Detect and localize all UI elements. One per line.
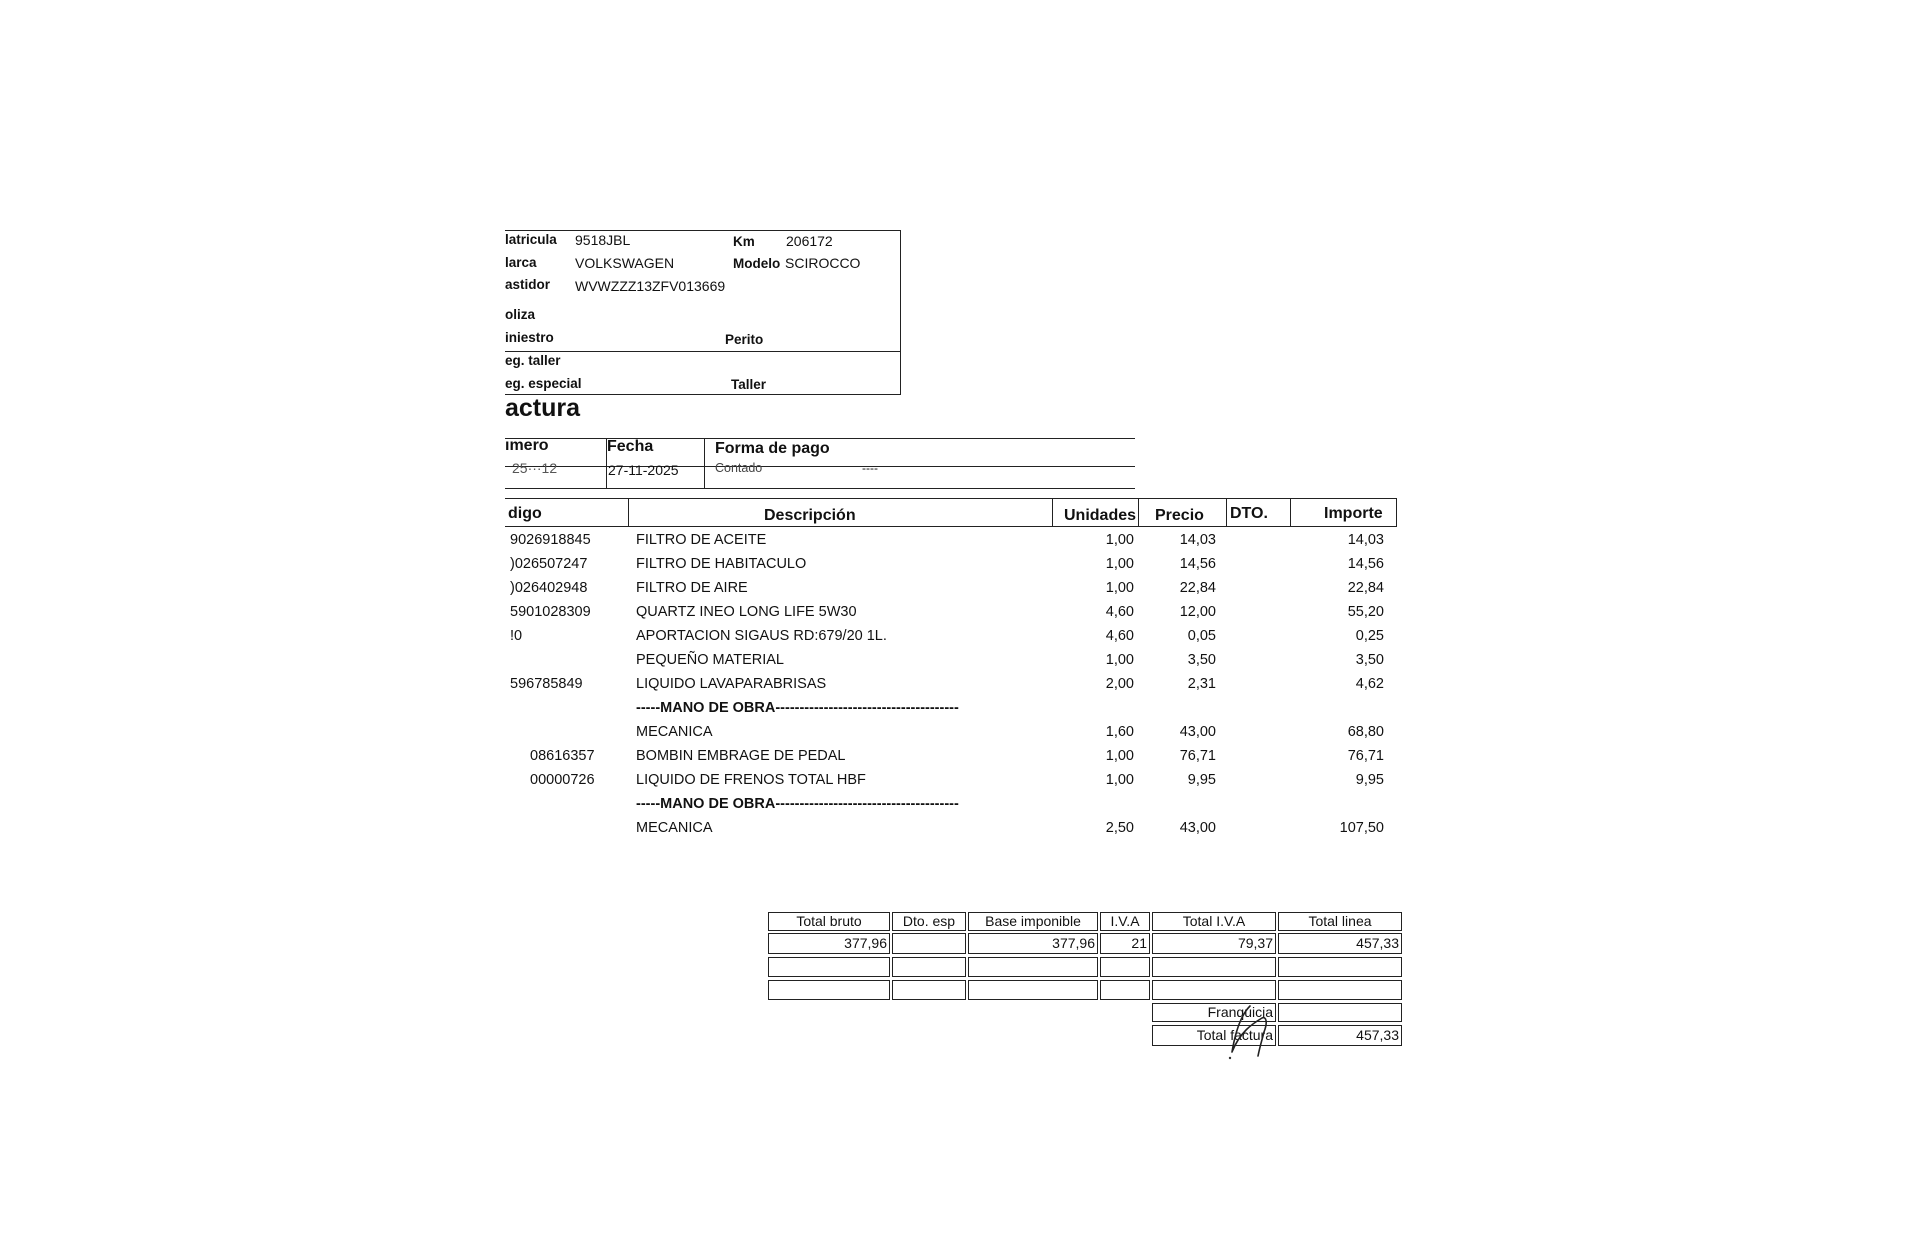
table-row bbox=[0, 748, 1920, 772]
item-description: PEQUEÑO MATERIAL bbox=[636, 652, 784, 668]
totals-header-special-discount: Dto. esp bbox=[892, 912, 966, 931]
item-amount: 9,95 bbox=[1355, 772, 1384, 788]
totals-header-gross: Total bruto bbox=[768, 912, 890, 931]
payment-method-value: Contado bbox=[715, 461, 763, 475]
col-header-amount: Importe bbox=[1324, 505, 1383, 522]
items-col-divider-6 bbox=[1396, 498, 1397, 526]
totals-empty-cell bbox=[1152, 980, 1276, 1000]
invoice-total-value: 457,33 bbox=[1278, 1025, 1402, 1046]
item-amount: 3,50 bbox=[1355, 652, 1384, 668]
item-price: 3,50 bbox=[1187, 652, 1216, 668]
item-code: !0 bbox=[510, 628, 523, 644]
item-price: 14,03 bbox=[1179, 532, 1216, 548]
item-description: FILTRO DE HABITACULO bbox=[636, 556, 807, 572]
table-row bbox=[0, 676, 1920, 700]
item-amount: 55,20 bbox=[1347, 604, 1384, 620]
invoice-number-label: ımero bbox=[505, 437, 549, 454]
col-header-discount: DTO. bbox=[1230, 505, 1268, 522]
info-top-line bbox=[505, 438, 1135, 439]
item-description: FILTRO DE AIRE bbox=[636, 580, 748, 596]
km-label: Km bbox=[733, 234, 755, 249]
vat-total-value: 79,37 bbox=[1152, 933, 1276, 954]
item-price: 14,56 bbox=[1179, 556, 1216, 572]
plate-value: 9518JBL bbox=[575, 232, 631, 248]
item-units: 1,00 bbox=[1105, 772, 1134, 788]
chassis-label: astidor bbox=[505, 277, 551, 292]
km-value: 206172 bbox=[786, 233, 833, 249]
totals-empty-cell bbox=[892, 957, 966, 977]
invoice-total-label: Total factura bbox=[1152, 1025, 1276, 1046]
item-price: 0,05 bbox=[1187, 628, 1216, 644]
item-amount: 4,62 bbox=[1355, 676, 1384, 692]
col-header-price: Precio bbox=[1155, 507, 1204, 524]
table-row bbox=[0, 604, 1920, 628]
table-row bbox=[0, 580, 1920, 604]
payment-method-label: Forma de pago bbox=[715, 440, 830, 457]
payment-extra: ---- bbox=[862, 461, 878, 475]
totals-empty-cell bbox=[968, 980, 1098, 1000]
col-header-description: Descripción bbox=[764, 507, 856, 524]
expert-label: Perito bbox=[725, 332, 764, 347]
item-units: 4,60 bbox=[1105, 604, 1134, 620]
item-amount: 76,71 bbox=[1347, 748, 1384, 764]
item-description: MECANICA bbox=[636, 820, 713, 836]
item-price: 2,31 bbox=[1187, 676, 1216, 692]
totals-header-line-total: Total linea bbox=[1278, 912, 1402, 931]
items-col-divider-3 bbox=[1138, 498, 1139, 526]
item-code: 08616357 bbox=[530, 748, 595, 764]
item-amount: 14,03 bbox=[1347, 532, 1384, 548]
item-amount: 107,50 bbox=[1339, 820, 1384, 836]
totals-empty-cell bbox=[1100, 980, 1150, 1000]
total-gross-value: 377,96 bbox=[768, 933, 890, 954]
item-description: LIQUIDO DE FRENOS TOTAL HBF bbox=[636, 772, 866, 788]
item-description: FILTRO DE ACEITE bbox=[636, 532, 767, 548]
totals-empty-cell bbox=[1152, 957, 1276, 977]
totals-header-vat-rate: I.V.A bbox=[1100, 912, 1150, 931]
totals-header-vat-total: Total I.V.A bbox=[1152, 912, 1276, 931]
totals-empty-cell bbox=[1278, 957, 1402, 977]
info-divider-2 bbox=[704, 438, 705, 488]
table-row bbox=[0, 556, 1920, 580]
tax-base-value: 377,96 bbox=[968, 933, 1098, 954]
workshop-reg-label: eg. taller bbox=[505, 353, 561, 368]
invoice-title: actura bbox=[505, 394, 581, 422]
invoice-number-value: 25···12 bbox=[512, 460, 558, 476]
info-mid-line bbox=[505, 466, 1135, 467]
special-reg-label: eg. especial bbox=[505, 376, 582, 391]
table-row bbox=[0, 532, 1920, 556]
signature-mark bbox=[1222, 1002, 1282, 1062]
vat-rate-value: 21 bbox=[1100, 933, 1150, 954]
item-code: )026507247 bbox=[510, 556, 588, 572]
totals-header-tax-base: Base imponible bbox=[968, 912, 1098, 931]
item-units: 1,60 bbox=[1105, 724, 1134, 740]
line-total-value: 457,33 bbox=[1278, 933, 1402, 954]
col-header-code: digo bbox=[508, 505, 542, 522]
item-units: 1,00 bbox=[1105, 748, 1134, 764]
items-col-divider-2 bbox=[1052, 498, 1053, 526]
brand-label: larca bbox=[505, 255, 537, 270]
model-label: Modelo bbox=[733, 256, 781, 271]
model-value: SCIROCCO bbox=[785, 255, 861, 271]
totals-empty-cell bbox=[1278, 980, 1402, 1000]
item-units: 2,00 bbox=[1105, 676, 1134, 692]
item-code: 00000726 bbox=[530, 772, 595, 788]
item-code: 5901028309 bbox=[510, 604, 591, 620]
special-discount-value bbox=[892, 933, 966, 954]
item-price: 12,00 bbox=[1179, 604, 1216, 620]
item-price: 9,95 bbox=[1187, 772, 1216, 788]
item-amount: 0,25 bbox=[1355, 628, 1384, 644]
items-header-bottom-line bbox=[505, 526, 1397, 527]
item-code: )026402948 bbox=[510, 580, 588, 596]
workshop-label: Taller bbox=[731, 377, 767, 392]
table-row bbox=[0, 724, 1920, 748]
item-amount: 68,80 bbox=[1347, 724, 1384, 740]
item-code: 9026918845 bbox=[510, 532, 591, 548]
col-header-units: Unidades bbox=[1064, 507, 1137, 524]
item-description: LIQUIDO LAVAPARABRISAS bbox=[636, 676, 827, 692]
policy-label: oliza bbox=[505, 307, 536, 322]
franchise-value bbox=[1278, 1003, 1402, 1022]
item-units: 1,00 bbox=[1105, 556, 1134, 572]
item-description: BOMBIN EMBRAGE DE PEDAL bbox=[636, 748, 846, 764]
totals-empty-cell bbox=[968, 957, 1098, 977]
totals-empty-cell bbox=[892, 980, 966, 1000]
item-description: QUARTZ INEO LONG LIFE 5W30 bbox=[636, 604, 857, 620]
item-units: 1,00 bbox=[1105, 580, 1134, 596]
totals-empty-cell bbox=[1100, 957, 1150, 977]
items-col-divider-1 bbox=[628, 498, 629, 526]
table-row bbox=[0, 796, 1920, 820]
item-price: 76,71 bbox=[1179, 748, 1216, 764]
chassis-value: WVWZZZ13ZFV013669 bbox=[575, 278, 726, 294]
item-price: 43,00 bbox=[1179, 724, 1216, 740]
items-header-top-line bbox=[505, 498, 1397, 499]
item-price: 43,00 bbox=[1179, 820, 1216, 836]
table-row bbox=[0, 700, 1920, 724]
item-description: -----MANO DE OBRA-------------------------------------- bbox=[636, 796, 959, 812]
invoice-date-label: Fecha bbox=[607, 438, 654, 455]
item-units: 1,00 bbox=[1105, 652, 1134, 668]
totals-empty-cell bbox=[768, 957, 890, 977]
table-row bbox=[0, 772, 1920, 796]
franchise-label: Franquicia bbox=[1152, 1003, 1276, 1022]
table-row bbox=[0, 628, 1920, 652]
item-description: MECANICA bbox=[636, 724, 713, 740]
vehicle-box-divider bbox=[505, 351, 900, 352]
item-amount: 14,56 bbox=[1347, 556, 1384, 572]
brand-value: VOLKSWAGEN bbox=[575, 255, 675, 271]
item-units: 1,00 bbox=[1105, 532, 1134, 548]
item-price: 22,84 bbox=[1179, 580, 1216, 596]
table-row bbox=[0, 820, 1920, 844]
item-units: 4,60 bbox=[1105, 628, 1134, 644]
claim-label: iniestro bbox=[505, 330, 554, 345]
item-units: 2,50 bbox=[1105, 820, 1134, 836]
item-code: 596785849 bbox=[510, 676, 583, 692]
totals-empty-cell bbox=[768, 980, 890, 1000]
invoice-date-value: 27-11-2025 bbox=[608, 462, 679, 478]
items-col-divider-5 bbox=[1290, 498, 1291, 526]
item-description: -----MANO DE OBRA-------------------------------------- bbox=[636, 700, 959, 716]
items-col-divider-4 bbox=[1226, 498, 1227, 526]
item-amount: 22,84 bbox=[1347, 580, 1384, 596]
table-row bbox=[0, 652, 1920, 676]
plate-label: latricula bbox=[505, 232, 557, 247]
item-description: APORTACION SIGAUS RD:679/20 1L. bbox=[636, 628, 887, 644]
info-bottom-line bbox=[505, 488, 1135, 489]
